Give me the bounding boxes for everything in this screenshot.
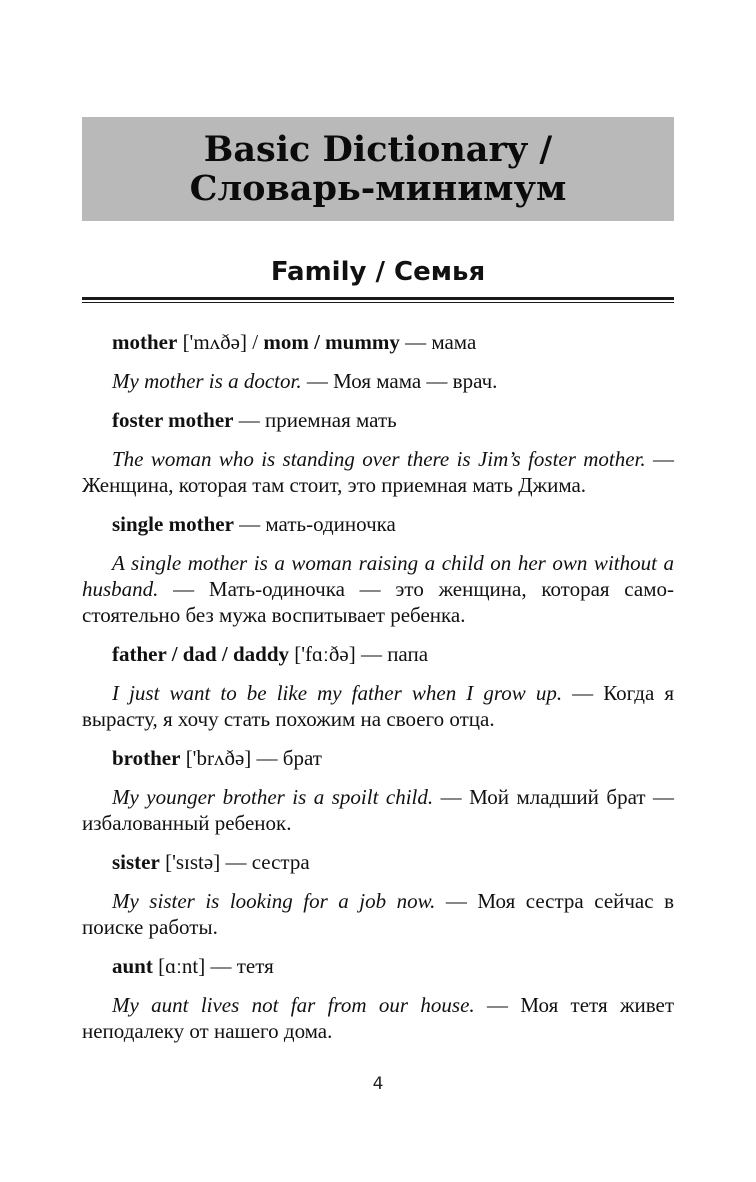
entry-term: father [112, 642, 167, 666]
entry-example-translation: — Когда я вырасту, я хочу стать похожим на своего отца. [82, 681, 674, 731]
entry-example-line [82, 368, 674, 394]
entry-headword-line [82, 641, 674, 667]
entry-headword-line [82, 511, 674, 537]
chapter-title-line-2: Словарь-минимум [189, 168, 567, 209]
entry-term: mother [112, 330, 178, 354]
entry-term: sister [112, 850, 160, 874]
entry-alt-term: mom [263, 330, 309, 354]
entry-example-line [82, 992, 674, 1044]
entry-translation: — тетя [205, 954, 274, 978]
entry-transcription: ['mʌðə] / [177, 330, 264, 354]
entry-term: foster mother [112, 408, 234, 432]
entry-headword-line [82, 745, 674, 771]
entry-example-translation: — Моя мама — врач. [301, 369, 498, 393]
entry-headword-line [82, 407, 674, 433]
entry-separator: / [166, 642, 183, 666]
entry-separator: / [216, 642, 233, 666]
entry-translation: — мама [399, 330, 477, 354]
entry-example-translation: — Мать-одиночка — это женщина, которая самостоятельно без мужа воспитывает ребенка. [82, 577, 674, 627]
section-divider-thick [82, 297, 674, 300]
section-divider-thin [82, 302, 674, 303]
entry-example-translation: — Мой младший брат — избалованный ребенок. [82, 785, 674, 835]
entry-example: My aunt lives not far from our house. [112, 993, 475, 1017]
entry-alt-term: daddy [232, 642, 290, 666]
dictionary-entries [82, 329, 674, 1057]
entry-headword-line [82, 953, 674, 979]
entry-example: The woman who is standing over there is Jim’s foster mother. [112, 447, 646, 471]
entry-example-translation: — Моя сестра сейчас в поиске работы. [82, 889, 674, 939]
entry-headword-line [82, 849, 674, 875]
entry-transcription: [ɑːnt] [152, 954, 206, 978]
entry-term: aunt [112, 954, 153, 978]
entry-translation: — приемная мать [233, 408, 397, 432]
entry-transcription: ['brʌðə] [180, 746, 252, 770]
entry-transcription: ['fɑːðə] [289, 642, 356, 666]
page-number: 4 [372, 1074, 384, 1094]
entry-example-translation: — Женщина, которая там стоит, это приемная мать Джима. [82, 447, 674, 497]
entry-transcription: ['sɪstə] [159, 850, 221, 874]
entry-term: brother [112, 746, 181, 770]
entry-headword-line [82, 329, 674, 355]
section-title: Family / Семья [270, 257, 486, 287]
entry-example-translation: — Моя тетя живет неподалеку от нашего дома. [82, 993, 674, 1043]
entry-example: My sister is looking for a job now. [112, 889, 436, 913]
entry-translation: — брат [251, 746, 322, 770]
entry-example-line [82, 550, 674, 628]
entry-translation: — мать-одиночка [233, 512, 396, 536]
entry-example-line [82, 680, 674, 732]
entry-example-line [82, 446, 674, 498]
entry-example: A single mother is a woman raising a child on her own without a husband. [82, 551, 674, 601]
chapter-title-banner [82, 117, 674, 221]
entry-example: My mother is a doctor. [112, 369, 302, 393]
entry-translation: — папа [355, 642, 429, 666]
entry-example: My younger brother is a spoilt child. [112, 785, 434, 809]
entry-translation: — сестра [220, 850, 310, 874]
entry-example-line [82, 888, 674, 940]
entry-alt-term: dad [182, 642, 217, 666]
entry-example: I just want to be like my father when I grow up. [112, 681, 563, 705]
entry-separator: / [308, 330, 326, 354]
entry-alt-term: mummy [325, 330, 400, 354]
entry-example-line [82, 784, 674, 836]
chapter-title-line-1: Basic Dictionary / [203, 129, 553, 170]
entry-term: single mother [112, 512, 234, 536]
